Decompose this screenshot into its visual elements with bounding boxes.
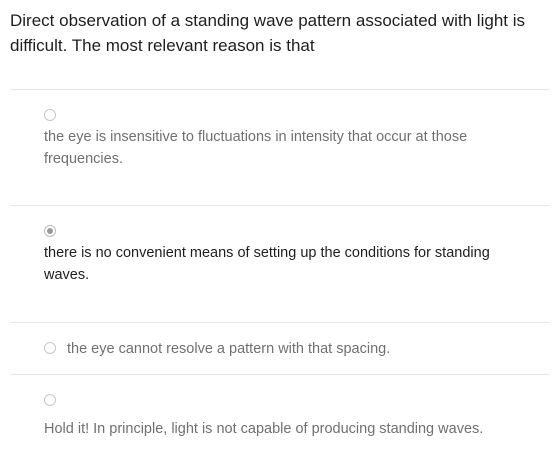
option-1-text: the eye is insensitive to fluctuations in intensity that occur at those frequencies. bbox=[44, 129, 468, 167]
option-2-text: there is no convenient means of setting up the conditions for standing waves. bbox=[44, 245, 490, 283]
question-text: Direct observation of a standing wave pattern associated with light is difficult. The most relevant reason is that bbox=[10, 11, 525, 55]
radio-button-option-1[interactable] bbox=[44, 109, 56, 121]
option-4-text: Hold it! In principle, light is not capable of producing standing waves. bbox=[44, 421, 484, 437]
radio-button-option-4[interactable] bbox=[44, 394, 56, 406]
radio-button-option-2[interactable] bbox=[44, 225, 56, 237]
divider bbox=[10, 205, 550, 206]
divider bbox=[10, 89, 550, 90]
divider bbox=[10, 322, 550, 323]
radio-button-option-3[interactable] bbox=[44, 342, 56, 354]
option-3-text: the eye cannot resolve a pattern with that spacing. bbox=[67, 341, 391, 357]
divider bbox=[10, 374, 550, 375]
